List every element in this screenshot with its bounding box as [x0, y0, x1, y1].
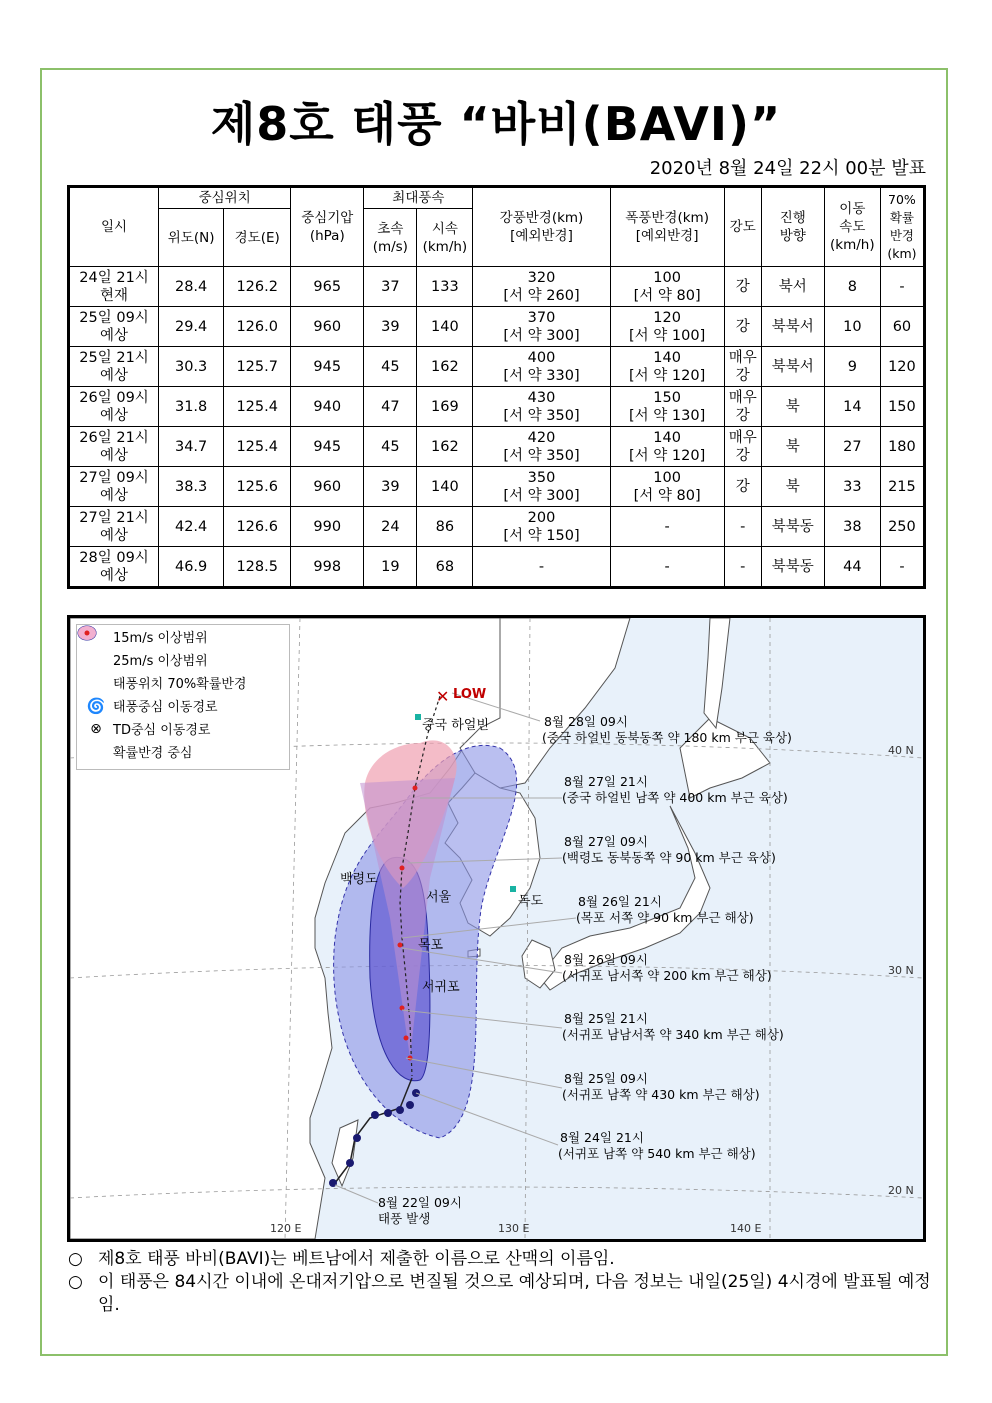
header-intensity: 강도 [724, 187, 761, 267]
table-cell-prob [880, 427, 924, 467]
cell-ms: 39 [381, 318, 400, 335]
table-cell-pres [291, 347, 364, 387]
cell-time: 27일 09시 [79, 469, 149, 486]
table-cell-spd [824, 427, 880, 467]
cell-ms: 39 [381, 478, 400, 495]
cell-strong_ex: [서 약 330] [503, 367, 580, 384]
place-mokpo: 목포 [418, 938, 444, 953]
table-cell-kmh [417, 427, 473, 467]
cell-kmh: 169 [431, 398, 459, 415]
low-label: LOW [453, 687, 487, 702]
cell-kind: 예상 [100, 367, 129, 384]
table-cell-lon [224, 307, 291, 347]
table-cell-time [69, 547, 159, 588]
cell-dir: 북 [785, 398, 800, 415]
cell-spd: 33 [843, 478, 862, 495]
annotation-0826-09: 8월 26일 09시 (서귀포 남서쪽 약 200 km 부근 해상) [562, 952, 772, 983]
table-cell-time [69, 427, 159, 467]
cell-kmh: 140 [431, 318, 459, 335]
cell-lon: 126.2 [236, 278, 278, 295]
place-seogwipo: 서귀포 [422, 980, 460, 995]
table-row [69, 307, 925, 347]
note-item: ○ 이 태풍은 84시간 이내에 온대저기압으로 변질될 것으로 예상되며, 다음 정보는 내일(25일) 4시경에 발표될 예정임. [68, 1272, 931, 1315]
table-cell-kmh [417, 387, 473, 427]
table-cell-spd [824, 267, 880, 307]
table-cell-prob [880, 387, 924, 427]
table-cell-strong [473, 547, 610, 588]
table-cell-time [69, 387, 159, 427]
cell-int: - [740, 518, 746, 535]
table-cell-kmh [417, 347, 473, 387]
cell-lon: 128.5 [236, 558, 278, 575]
cell-time: 26일 21시 [79, 429, 149, 446]
table-cell-dir [761, 307, 824, 347]
header-datetime: 일시 [69, 187, 159, 267]
annotation-0827-09: 8월 27일 09시 (백령도 동북동쪽 약 90 km 부근 육상) [562, 834, 776, 865]
table-cell-pres [291, 467, 364, 507]
annotation-0826-21: 8월 26일 21시 (목포 서쪽 약 90 km 부근 해상) [576, 894, 754, 925]
table-cell-prob [880, 547, 924, 588]
cell-time: 27일 21시 [79, 509, 149, 526]
td-cross-icon: ⊗ [90, 720, 102, 737]
cell-kmh: 68 [435, 558, 455, 575]
cell-lat: 46.9 [174, 558, 208, 575]
table-cell-lat [159, 307, 224, 347]
cell-prob: 120 [888, 358, 916, 375]
cell-kind: 예상 [100, 567, 129, 584]
low-marker-icon: ✕ [436, 687, 450, 706]
cell-ms: 19 [381, 558, 400, 575]
table-cell-spd [824, 387, 880, 427]
cell-time: 26일 09시 [79, 389, 149, 406]
cell-kind: 예상 [100, 407, 129, 424]
cell-strong: 370 [527, 309, 556, 326]
taiwan [332, 1120, 358, 1186]
cell-lat: 34.7 [174, 438, 208, 455]
table-row [69, 387, 925, 427]
table-cell-prob [880, 507, 924, 547]
table-cell-kmh [417, 267, 473, 307]
cell-spd: 44 [843, 558, 862, 575]
table-row [69, 427, 925, 467]
typhoon-symbol-icon: 🌀 [86, 696, 106, 715]
table-cell-strong [473, 267, 610, 307]
table-cell-storm [610, 427, 724, 467]
typhoon-track-map [67, 615, 926, 1242]
cell-storm: 140 [653, 349, 681, 366]
table-cell-kmh [417, 307, 473, 347]
cell-kind: 예상 [100, 327, 129, 344]
cell-dir: 북북서 [771, 358, 814, 375]
annotation-0827-21: 8월 27일 21시 (중국 하얼빈 남쪽 약 400 km 부근 육상) [562, 774, 788, 805]
table-cell-dir [761, 547, 824, 588]
cell-time: 25일 09시 [79, 309, 149, 326]
cell-pres: 998 [313, 558, 342, 575]
table-cell-time [69, 507, 159, 547]
grid-label-120e: 120 E [270, 1222, 302, 1235]
cell-spd: 14 [843, 398, 862, 415]
header-strong-radius: 강풍반경(km) [예외반경] [473, 187, 610, 267]
table-cell-storm [610, 507, 724, 547]
table-cell-ms [364, 547, 417, 588]
cell-lat: 42.4 [174, 518, 208, 535]
table-cell-ms [364, 347, 417, 387]
page-title: 제8호 태풍 “바비(BAVI)” [210, 97, 782, 151]
table-cell-lat [159, 267, 224, 307]
table-cell-kmh [417, 507, 473, 547]
header-ms: 초속 (m/s) [364, 209, 417, 267]
cell-kmh: 162 [431, 438, 459, 455]
table-cell-int [724, 427, 761, 467]
cell-lat: 31.8 [174, 398, 208, 415]
table-cell-lat [159, 347, 224, 387]
cell-ms: 24 [381, 518, 400, 535]
cell-prob: - [899, 278, 905, 295]
header-maxwind: 최대풍속 [364, 187, 473, 209]
grid-label-40n: 40 N [888, 744, 914, 757]
table-cell-storm [610, 307, 724, 347]
cell-dir: 북북서 [771, 318, 814, 335]
table-cell-kmh [417, 467, 473, 507]
header-lon: 경도(E) [224, 209, 291, 267]
place-baengnyeong: 백령도 [340, 872, 378, 887]
dokdo-marker [510, 886, 516, 892]
table-cell-int [724, 307, 761, 347]
table-cell-int [724, 507, 761, 547]
cell-strong_ex: [서 약 300] [503, 487, 580, 504]
table-row [69, 267, 925, 307]
cell-dir: 북 [785, 438, 800, 455]
table-cell-ms [364, 467, 417, 507]
place-harbin: 중국 하얼빈 [422, 718, 489, 733]
table-cell-spd [824, 347, 880, 387]
table-row [69, 467, 925, 507]
cell-storm: 150 [653, 389, 681, 406]
cell-strong_ex: [서 약 260] [503, 287, 580, 304]
cell-time: 28일 09시 [79, 549, 149, 566]
table-cell-storm [610, 267, 724, 307]
grid-label-130e: 130 E [498, 1222, 530, 1235]
cell-kind: 예상 [100, 487, 129, 504]
cell-strong: 420 [527, 429, 556, 446]
table-cell-strong [473, 347, 610, 387]
table-cell-pres [291, 267, 364, 307]
cell-pres: 945 [313, 438, 342, 455]
table-cell-spd [824, 307, 880, 347]
cell-int: 강 [735, 318, 750, 335]
cell-spd: 10 [843, 318, 862, 335]
harbin-marker [415, 714, 421, 720]
cell-strong_ex: [서 약 300] [503, 327, 580, 344]
header-prob-radius: 70% 확률 반경 (km) [880, 187, 924, 267]
table-cell-ms [364, 507, 417, 547]
table-cell-prob [880, 307, 924, 347]
table-cell-time [69, 267, 159, 307]
cell-spd: 27 [843, 438, 862, 455]
table-cell-dir [761, 267, 824, 307]
cell-lon: 126.0 [236, 318, 278, 335]
cell-dir: 북서 [778, 278, 807, 295]
cell-spd: 9 [847, 358, 857, 375]
cell-storm_ex: [서 약 120] [629, 367, 706, 384]
legend-item-prob: 태풍위치 70%확률반경 [77, 671, 289, 694]
table-cell-int [724, 347, 761, 387]
cell-storm: 140 [653, 429, 681, 446]
table-cell-storm [610, 347, 724, 387]
cell-lon: 126.6 [236, 518, 278, 535]
table-cell-pres [291, 307, 364, 347]
table-row [69, 507, 925, 547]
cell-ms: 45 [381, 358, 400, 375]
cell-storm: 100 [653, 469, 681, 486]
typhoon-info-table [67, 185, 926, 589]
table-cell-prob [880, 267, 924, 307]
table-cell-lat [159, 547, 224, 588]
note-item: ○ 제8호 태풍 바비(BAVI)는 베트남에서 제출한 이름으로 산맥의 이름임. [68, 1249, 615, 1269]
cell-kind: 예상 [100, 527, 129, 544]
legend-item-15ms: 15m/s 이상범위 [77, 625, 289, 648]
cell-prob: - [899, 558, 905, 575]
notes [68, 1248, 932, 1317]
cell-storm: 100 [653, 269, 681, 286]
cell-lon: 125.4 [236, 438, 278, 455]
annotation-0825-21: 8월 25일 21시 (서귀포 남남서쪽 약 340 km 부근 해상) [562, 1011, 784, 1042]
table-cell-pres [291, 507, 364, 547]
table-cell-ms [364, 307, 417, 347]
cell-strong_ex: [서 약 350] [503, 447, 580, 464]
table-cell-ms [364, 427, 417, 467]
cell-strong: 320 [527, 269, 556, 286]
cell-dir: 북북동 [771, 518, 814, 535]
cell-spd: 38 [843, 518, 862, 535]
cell-storm_ex: [서 약 100] [629, 327, 706, 344]
cell-lon: 125.7 [236, 358, 278, 375]
table-cell-storm [610, 387, 724, 427]
cell-spd: 8 [847, 278, 857, 295]
table-cell-lon [224, 427, 291, 467]
table-cell-dir [761, 507, 824, 547]
cell-ms: 45 [381, 438, 400, 455]
place-seoul: 서울 [426, 890, 452, 905]
table-cell-storm [610, 547, 724, 588]
cell-lat: 38.3 [174, 478, 208, 495]
table-cell-pres [291, 427, 364, 467]
cell-time: 25일 21시 [79, 349, 149, 366]
table-cell-pres [291, 547, 364, 588]
cell-strong_ex: [서 약 150] [503, 527, 580, 544]
table-cell-lon [224, 387, 291, 427]
table-cell-pres [291, 387, 364, 427]
cell-lat: 28.4 [174, 278, 208, 295]
table-cell-int [724, 267, 761, 307]
cell-int: 매우 강 [728, 429, 757, 464]
table-cell-ms [364, 387, 417, 427]
annotation-0825-09: 8월 25일 09시 (서귀포 남쪽 약 430 km 부근 해상) [562, 1071, 760, 1102]
cell-storm_ex: [서 약 120] [629, 447, 706, 464]
table-cell-strong [473, 387, 610, 427]
table-row [69, 547, 925, 588]
table-cell-storm [610, 467, 724, 507]
table-cell-int [724, 387, 761, 427]
table-cell-spd [824, 507, 880, 547]
table-cell-dir [761, 387, 824, 427]
table-cell-lat [159, 387, 224, 427]
cell-kind: 예상 [100, 447, 129, 464]
cell-storm: - [664, 518, 670, 535]
legend-item-track: 🌀 태풍중심 이동경로 [86, 696, 218, 715]
header-direction: 진행 방향 [761, 187, 824, 267]
annotation-0828-09: 8월 28일 09시 (중국 하얼빈 동북동쪽 약 180 km 부근 육상) [542, 714, 792, 745]
table-cell-lat [159, 507, 224, 547]
table-cell-time [69, 307, 159, 347]
table-cell-kmh [417, 547, 473, 588]
table-cell-lat [159, 427, 224, 467]
grid-label-140e: 140 E [730, 1222, 762, 1235]
table-cell-strong [473, 507, 610, 547]
cell-int: - [740, 558, 746, 575]
map-legend [76, 624, 290, 770]
red-dot-icon [77, 625, 97, 641]
cell-ms: 37 [381, 278, 400, 295]
cell-ms: 47 [381, 398, 400, 415]
cell-prob: 215 [888, 478, 916, 495]
cell-strong: - [538, 558, 545, 575]
header-kmh: 시속 (km/h) [417, 209, 473, 267]
cell-kmh: 86 [435, 518, 455, 535]
cell-pres: 940 [313, 398, 342, 415]
cell-int: 강 [735, 278, 750, 295]
cell-storm_ex: [서 약 130] [629, 407, 706, 424]
cell-time: 24일 21시 [79, 269, 149, 286]
header-center: 중심위치 [159, 187, 291, 209]
table-cell-lat [159, 467, 224, 507]
cell-prob: 150 [888, 398, 916, 415]
cell-kmh: 162 [431, 358, 459, 375]
cell-pres: 960 [313, 318, 342, 335]
cell-lat: 30.3 [174, 358, 208, 375]
table-cell-lon [224, 267, 291, 307]
place-dokdo: 독도 [518, 894, 544, 909]
cell-prob: 60 [892, 318, 912, 335]
cell-kmh: 133 [431, 278, 459, 295]
grid-label-20n: 20 N [888, 1184, 914, 1197]
header-storm-radius: 폭풍반경(km) [예외반경] [610, 187, 724, 267]
cell-int: 강 [735, 478, 750, 495]
cell-kind: 현재 [100, 287, 129, 304]
table-cell-lon [224, 507, 291, 547]
header-speed: 이동 속도 (km/h) [824, 187, 880, 267]
cell-int: 매우 강 [728, 389, 757, 424]
cell-dir: 북북동 [771, 558, 814, 575]
cell-prob: 250 [888, 518, 916, 535]
cell-dir: 북 [785, 478, 800, 495]
cell-kmh: 140 [431, 478, 459, 495]
table-cell-strong [473, 467, 610, 507]
cell-lat: 29.4 [174, 318, 208, 335]
issued-time: 2020년 8월 24일 22시 00분 발표 [649, 158, 926, 179]
cell-strong_ex: [서 약 350] [503, 407, 580, 424]
cell-storm: 120 [653, 309, 681, 326]
cell-storm: - [664, 558, 670, 575]
grid-label-30n: 30 N [888, 964, 914, 977]
cell-strong: 200 [527, 509, 556, 526]
table-cell-spd [824, 547, 880, 588]
table-cell-strong [473, 307, 610, 347]
cell-strong: 430 [527, 389, 556, 406]
cell-pres: 945 [313, 358, 342, 375]
sakhalin [704, 618, 730, 728]
table-cell-lon [224, 467, 291, 507]
legend-item-td: ⊗ TD중심 이동경로 [77, 717, 289, 740]
annotation-0824-21: 8월 24일 21시 (서귀포 남쪽 약 540 km 부근 해상) [558, 1130, 756, 1161]
table-cell-dir [761, 467, 824, 507]
legend-item-25ms: 25m/s 이상범위 [77, 648, 289, 671]
table-cell-time [69, 347, 159, 387]
cell-storm_ex: [서 약 80] [633, 487, 701, 504]
table-cell-strong [473, 427, 610, 467]
table-cell-prob [880, 347, 924, 387]
cell-storm_ex: [서 약 80] [633, 287, 701, 304]
cell-pres: 965 [313, 278, 342, 295]
cell-strong: 400 [527, 349, 556, 366]
table-cell-prob [880, 467, 924, 507]
cell-prob: 180 [888, 438, 916, 455]
annotation-0822-09: 8월 22일 09시 태풍 발생 [378, 1195, 462, 1226]
table-cell-int [724, 467, 761, 507]
header-pressure: 중심기압 (hPa) [291, 187, 364, 267]
table-row [69, 347, 925, 387]
table-cell-dir [761, 347, 824, 387]
cell-int: 매우 강 [728, 349, 757, 384]
table-cell-ms [364, 267, 417, 307]
cell-pres: 960 [313, 478, 342, 495]
table-cell-spd [824, 467, 880, 507]
table-cell-lon [224, 347, 291, 387]
table-cell-dir [761, 427, 824, 467]
cell-lon: 125.4 [236, 398, 278, 415]
cell-pres: 990 [313, 518, 342, 535]
cell-lon: 125.6 [236, 478, 278, 495]
table-cell-int [724, 547, 761, 588]
table-cell-time [69, 467, 159, 507]
legend-item-dot: 확률반경 중심 [77, 740, 289, 763]
cell-strong: 350 [527, 469, 556, 486]
table-cell-lon [224, 547, 291, 588]
header-lat: 위도(N) [159, 209, 224, 267]
